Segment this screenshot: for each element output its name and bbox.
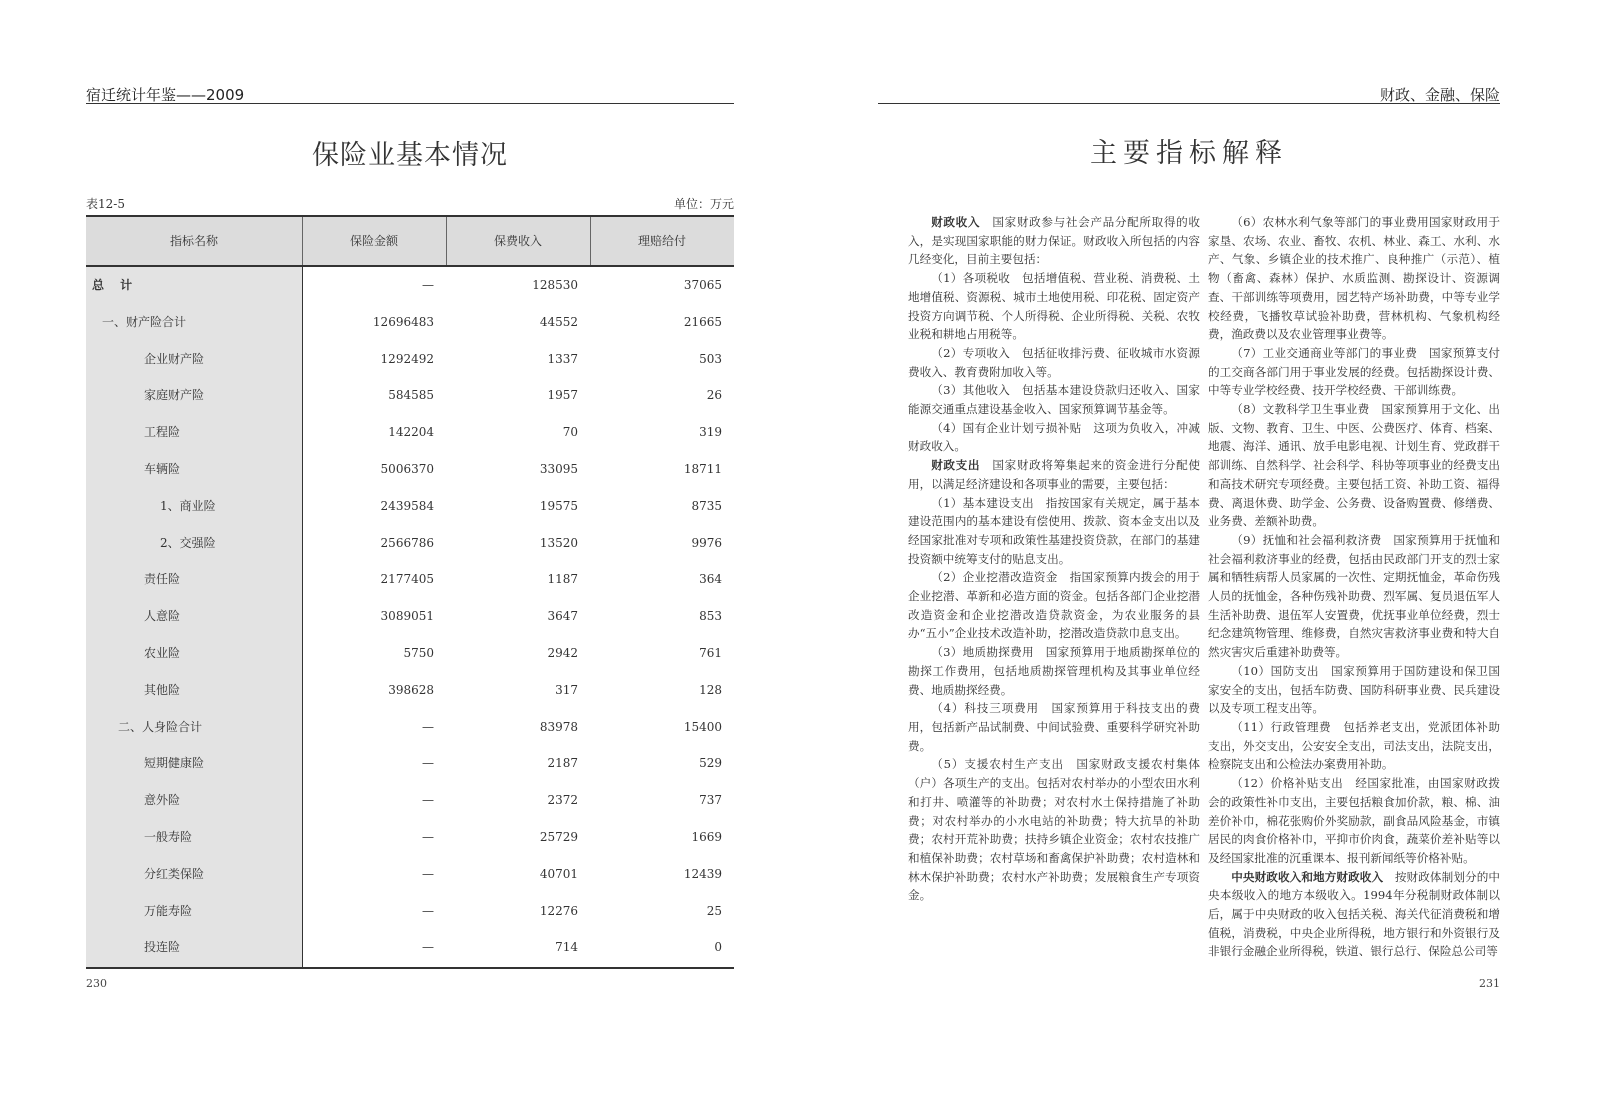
- cell-claims: 761: [699, 645, 722, 660]
- definition-text: （8）文教科学卫生事业费 国家预算用于文化、出版、文物、教育、卫生、中医、公费医疗、体育、档案、地震、海洋、通讯、放手电影电视、计划生育、党政群干部训练、自然科学、社会科学、科协等项事业的经费支出和高技术研究专项经费。主要包括工资、补助工资、福得费、离退休费、助学金、公务费、设备购置费、修缮费、业务费、差额补助费。: [1208, 402, 1500, 529]
- table-row: [86, 672, 734, 709]
- table-header: [86, 215, 734, 267]
- table-id: 表12-5: [86, 197, 125, 211]
- definition-paragraph: [1208, 531, 1500, 662]
- cell-premium: 2942: [547, 645, 578, 660]
- cell-premium: 70: [562, 425, 578, 440]
- definition-text: 国家财政将筹集起来的资金进行分配使用，以满足经济建设和各项事业的需要，主要包括：: [908, 458, 1200, 491]
- definition-text: （4）国有企业计划亏损补贴 这项为负收入，冲减财政收入。: [908, 420, 1200, 454]
- definition-text: 国家财政参与社会产品分配所取得的收入，是实现国家职能的财力保证。财政收入所包括的内容几经变化，目前主要包括：: [908, 215, 1200, 267]
- cell-premium: 1957: [547, 388, 578, 403]
- table-row: [86, 488, 734, 525]
- definition-paragraph: [908, 568, 1200, 643]
- table-row: [86, 561, 734, 598]
- cell-amount: 2566786: [380, 535, 434, 550]
- cell-premium: 714: [555, 940, 578, 955]
- table-row: [86, 745, 734, 782]
- cell-amount: —: [422, 719, 434, 734]
- row-label: 工程险: [144, 425, 181, 440]
- right-running-header: 财政、金融、保险: [1379, 86, 1500, 104]
- definition-text: （1）基本建设支出 指按国家有关规定，属于基本建设范围内的基本建设有偿使用、拨款、资本金支出以及经国家批准对专项和政策性基建投资贷款，在部门的基建投资额中统筹支付的贴息支出。: [908, 495, 1200, 566]
- cell-amount: 5006370: [380, 461, 434, 476]
- right-header-rule: [878, 103, 1500, 104]
- row-label: 二、人身险合计: [118, 719, 203, 734]
- definition-paragraph: [908, 269, 1200, 344]
- insurance-table: [86, 215, 734, 969]
- definition-text: （11）行政管理费 包括养老支出，党派团体补助支出，外交支出，公安安全支出，司法支出，法院支出，检察院支出和公检法办案费用补助。: [1208, 719, 1500, 772]
- cell-amount: 142204: [388, 425, 434, 440]
- definition-paragraph: [908, 381, 1200, 418]
- definition-text: （7）工业交通商业等部门的事业费 国家预算支付的工交商各部门用于事业发展的经费。包括勘探设计费、中等专业学校经费、技开学校经费、干部训练费。: [1208, 345, 1500, 398]
- definition-text: （5）支援农村生产支出 国家财政支援农村集体（户）各项生产的支出。包括对农村举办的小型农田水利和打井、喷灌等的补助费；对农村水土保持措施了补助费；对农村举办的小水电站的补助费；特大抗旱的补助费；农村开荒补助费；扶持乡镇企业资金；农村农技推广和植保补助费；农村草场和畜禽保护补助费；农村造林和林木保护补助费；农村水产补助费；发展粮食生产专项资金。: [908, 757, 1200, 903]
- cell-claims: 9976: [691, 535, 722, 550]
- table-row: [86, 819, 734, 856]
- text-column-1: [908, 213, 1200, 905]
- definition-text: （4）科技三项费用 国家预算用于科技支出的费用，包括新产品试制费、中间试验费、重要科学研究补助费。: [908, 701, 1200, 753]
- row-label: 一、财产险合计: [102, 314, 187, 329]
- col-header-premium: 保费收入: [493, 234, 542, 248]
- cell-premium: 83978: [539, 719, 578, 734]
- row-label: 2、交强险: [160, 535, 216, 550]
- definition-paragraph: [908, 213, 1200, 269]
- cell-claims: 25: [706, 903, 722, 918]
- col-header-indicator: 指标名称: [169, 234, 218, 248]
- table-row: [86, 856, 734, 893]
- cell-premium: 1337: [547, 351, 578, 366]
- definition-text: （1）各项税收 包括增值税、营业税、消费税、土地增值税、资源税、城市土地使用税、印花税、固定资产投资方向调节税、个人所得税、企业所得税、关税、农牧业税和耕地占用税等。: [908, 271, 1200, 342]
- cell-amount: 2439584: [380, 498, 434, 513]
- definition-paragraph: [908, 344, 1200, 381]
- definition-paragraph: [1208, 400, 1500, 531]
- row-label: 投连险: [144, 940, 181, 955]
- cell-claims: 37065: [683, 278, 722, 292]
- cell-claims: 503: [699, 351, 722, 366]
- definition-paragraph: [908, 419, 1200, 456]
- cell-premium: 13520: [539, 535, 578, 550]
- row-label: 万能寿险: [144, 903, 193, 918]
- cell-claims: 0: [714, 940, 722, 955]
- cell-claims: 364: [699, 572, 722, 587]
- definition-paragraph: [1208, 213, 1500, 344]
- cell-claims: 21665: [683, 314, 722, 329]
- cell-premium: 2187: [547, 756, 578, 771]
- row-label: 分红类保险: [144, 866, 205, 881]
- cell-amount: —: [422, 793, 434, 808]
- table-row: [86, 929, 734, 966]
- cell-amount: —: [422, 866, 434, 881]
- table-row: [86, 267, 734, 304]
- cell-premium: 33095: [539, 461, 578, 476]
- row-label: 短期健康险: [144, 756, 205, 771]
- row-label: 责任险: [144, 572, 181, 587]
- cell-claims: 26: [706, 388, 722, 403]
- cell-amount: 2177405: [380, 572, 434, 587]
- col-header-amount: 保险金额: [349, 234, 398, 248]
- cell-premium: 1187: [547, 572, 578, 587]
- cell-amount: 1292492: [380, 351, 434, 366]
- definition-text: （12）价格补贴支出 经国家批准，由国家财政拨会的政策性补巾支出，主要包括粮食加价款，粮、棉、油差价补巾，棉花张购价外奖励款，副食品风险基金，市镇居民的肉食价格补巾，平抑市价肉食，蔬菜价差补贴等以及经国家批准的沉重课本、报刊新闻纸等价格补贴。: [1208, 776, 1500, 865]
- table-row: [86, 341, 734, 378]
- row-label: 家庭财产险: [144, 388, 205, 403]
- row-label: 人意险: [144, 609, 181, 624]
- row-label: 一般寿险: [144, 829, 193, 844]
- definition-paragraph: [908, 755, 1200, 905]
- cell-claims: 128: [699, 682, 722, 697]
- left-header-rule: [86, 103, 734, 104]
- row-label: 企业财产险: [144, 351, 205, 366]
- cell-amount: —: [422, 940, 434, 955]
- table-row: [86, 598, 734, 635]
- definition-text: （3）其他收入 包括基本建设贷款归还收入、国家能源交通重点建设基金收入、国家预算调节基金等。: [908, 383, 1200, 417]
- row-label: 1、商业险: [160, 498, 216, 513]
- definition-text: 按财政体制划分的中央本级收入的地方本级收入。1994年分税制财政体制以后，属于中央财政的收入包括关税、海关代征消费税和增值税，消费税，中央企业所得税，地方银行和外资银行及非银行金融企业所得税，铁道、银行总行、保险总公司等: [1208, 869, 1500, 959]
- definition-paragraph: [908, 456, 1200, 493]
- cell-claims: 853: [699, 609, 722, 624]
- page-title-left: 保险业基本情况: [312, 140, 508, 171]
- cell-amount: —: [422, 278, 434, 292]
- table-bottom-rule: [86, 967, 734, 969]
- definition-text: （3）地质勘探费用 国家预算用于地质勘探单位的勘探工作费用，包括地质勘探管理机构及其事业单位经费、地质勘探经费。: [908, 645, 1200, 697]
- page-number-left: 230: [86, 977, 107, 990]
- table-unit: 单位：万元: [673, 197, 734, 211]
- page-title-right: 主要指标解释: [1090, 138, 1288, 169]
- cell-claims: 737: [699, 793, 722, 808]
- table-body: [86, 267, 734, 966]
- cell-claims: 15400: [683, 719, 722, 734]
- table-row: [86, 635, 734, 672]
- cell-claims: 1669: [691, 829, 722, 844]
- left-running-header: 宿迁统计年鉴——2009: [86, 86, 245, 104]
- cell-premium: 2372: [547, 793, 578, 808]
- definition-text: （10）国防支出 国家预算用于国防建设和保卫国家安全的支出，包括车防费、国防科研事业费、民兵建设以及专项工程支出等。: [1208, 663, 1500, 716]
- definition-paragraph: [1208, 774, 1500, 868]
- definition-term: 财政收入: [931, 215, 981, 229]
- definition-paragraph: [908, 643, 1200, 699]
- table-row: [86, 893, 734, 930]
- table-row: [86, 377, 734, 414]
- table-row: [86, 709, 734, 746]
- cell-premium: 44552: [539, 314, 578, 329]
- cell-amount: 584585: [388, 388, 434, 403]
- definition-paragraph: [1208, 344, 1500, 400]
- definition-text: （2）企业挖潜改造资金 指国家预算内拨会的用于企业挖潜、革新和必造方面的资金。包括各部门企业挖潜改造资金和企业挖潜改造贷款资金，为农业服务的县办“五小”企业技术改造补助，挖潜改造贷款巾息支出。: [908, 570, 1200, 641]
- table-row: [86, 782, 734, 819]
- cell-claims: 319: [699, 425, 722, 440]
- cell-amount: —: [422, 903, 434, 918]
- row-label: 车辆险: [144, 461, 181, 476]
- definition-text: （6）农林水利气象等部门的事业费用国家财政用于家垦、农场、农业、畜牧、农机、林业、森工、水利、水产、气象、乡镇企业的技术推广、良种推广（示范）、植物（畜禽、森林）保护、水质监测、勘探设计、资源调查、干部训练等项费用，园艺特产场补助费，中等专业学校经费，飞播牧草试验补助费，营林机构、气象机构经费，渔政费以及农业管理事业费等。: [1208, 215, 1500, 342]
- cell-premium: 128530: [532, 278, 578, 292]
- row-label: 其他险: [144, 682, 181, 697]
- page-number-right: 231: [1479, 977, 1500, 990]
- cell-premium: 19575: [539, 498, 578, 513]
- cell-claims: 12439: [683, 866, 722, 881]
- cell-amount: 398628: [388, 682, 434, 697]
- text-column-2: [1208, 213, 1500, 961]
- row-label: 意外险: [144, 793, 181, 808]
- cell-premium: 317: [555, 682, 578, 697]
- cell-amount: 3089051: [380, 609, 434, 624]
- cell-premium: 12276: [539, 903, 578, 918]
- definition-term: 中央财政收入和地方财政收入: [1231, 869, 1384, 884]
- definition-paragraph: [1208, 662, 1500, 718]
- definition-paragraph: [1208, 868, 1500, 962]
- definition-term: 财政支出: [931, 458, 981, 473]
- cell-amount: 12696483: [372, 314, 434, 329]
- definition-text: （9）抚恤和社会福利救济费 国家预算用于抚恤和社会福利救济事业的经费，包括由民政部门开支的烈士家属和牺牲病帮人员家属的一次性、定期抚恤金，革命伤残人员的抚恤金，各种伤残补助费、烈军属、复员退伍军人生活补助费、退伍军人安置费，优抚事业单位经费，烈士纪念建筑物管理、维修费，自然灾害救济事业费和特大自然灾害灾后重建补助费等。: [1208, 532, 1500, 660]
- table-row: [86, 414, 734, 451]
- definition-paragraph: [908, 699, 1200, 755]
- definition-paragraph: [908, 494, 1200, 569]
- definition-text: （2）专项收入 包括征收排污费、征收城市水资源费收入、教育费附加收入等。: [908, 345, 1200, 379]
- row-label: 农业险: [144, 645, 181, 660]
- cell-amount: 5750: [403, 645, 434, 660]
- col-header-claims: 理赔给付: [637, 234, 686, 248]
- cell-premium: 40701: [539, 866, 578, 881]
- cell-premium: 3647: [547, 609, 578, 624]
- definition-paragraph: [1208, 718, 1500, 774]
- cell-amount: —: [422, 756, 434, 771]
- cell-amount: —: [422, 829, 434, 844]
- cell-claims: 8735: [691, 498, 722, 513]
- cell-premium: 25729: [539, 829, 578, 844]
- row-label: 总 计: [92, 278, 139, 292]
- table-row: [86, 304, 734, 341]
- cell-claims: 18711: [683, 461, 722, 476]
- table-row: [86, 451, 734, 488]
- cell-claims: 529: [699, 756, 722, 771]
- table-row: [86, 525, 734, 562]
